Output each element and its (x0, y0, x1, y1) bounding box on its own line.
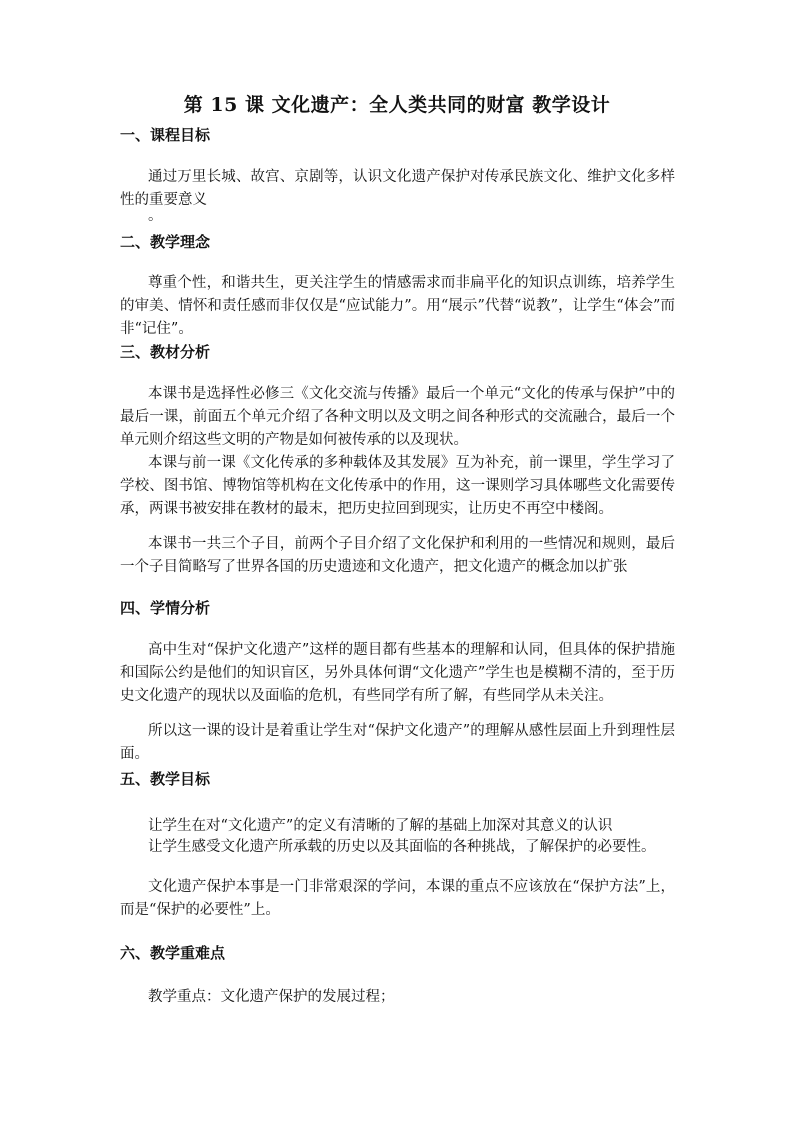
paragraph-student-analysis-2: 所以这一课的设计是着重让学生对“保护文化遗产”的理解从感性层面上升到理性层面。 (120, 723, 675, 762)
paragraph-teaching-objectives-3: 文化遗产保护本事是一门非常艰深的学问，本课的重点不应该放在“保护方法”上，而是“保护的必要性”上。 (120, 879, 675, 918)
section-heading-key-difficulties: 六、教学重难点 (120, 944, 226, 962)
paragraph-teaching-objectives-2: 让学生感受文化遗产所承载的历史以及其面临的各种挑战，了解保护的必要性。 (148, 839, 656, 855)
section-heading-textbook-analysis: 三、教材分析 (120, 343, 211, 361)
paragraph-course-goals: 通过万里长城、故宫、京剧等，认识文化遗产保护对传承民族文化、维护文化多样性的重要意义 (120, 169, 675, 208)
paragraph-textbook-analysis-2: 本课与前一课《文化传承的多种载体及其发展》互为补充，前一课里，学生学习了学校、图书馆、博物馆等机构在文化传承中的作用，这一课则学习具体哪些文化需要传承，两课书被安排在教材的最末，把历史拉回到现实，让历史不再空中楼阁。 (120, 455, 675, 517)
document-title: 第 15 课 文化遗产：全人类共同的财富 教学设计 (183, 94, 611, 116)
paragraph-teaching-philosophy: 尊重个性，和谐共生，更关注学生的情感需求而非扁平化的知识点训练，培养学生的审美、情怀和责任感而非仅仅是“应试能力”。用“展示”代替“说教”，让学生“体会”而非“记住”。 (120, 275, 675, 337)
paragraph-textbook-analysis-1: 本课书是选择性必修三《文化交流与传播》最后一个单元“文化的传承与保护”中的最后一课，前面五个单元介绍了各种文明以及文明之间各种形式的交流融合，最后一个单元则介绍这些文明的产物是如何被传承的以及现状。 (120, 386, 675, 448)
section-heading-teaching-philosophy: 二、教学理念 (120, 233, 211, 251)
paragraph-course-goals-period: 。 (148, 208, 163, 224)
paragraph-key-difficulties-1: 教学重点：文化遗产保护的发展过程； (148, 989, 395, 1005)
section-heading-teaching-objectives: 五、教学目标 (120, 770, 211, 788)
paragraph-teaching-objectives-1: 让学生在对“文化遗产”的定义有清晰的了解的基础上加深对其意义的认识 (148, 818, 613, 834)
paragraph-student-analysis-1: 高中生对“保护文化遗产”这样的题目都有些基本的理解和认同，但具体的保护措施和国际公约是他们的知识盲区，另外具体何谓“文化遗产”学生也是模糊不清的，至于历史文化遗产的现状以及面临的危机，有些同学有所了解，有些同学从未关注。 (120, 642, 675, 704)
paragraph-textbook-analysis-3: 本课书一共三个子目，前两个子目介绍了文化保护和利用的一些情况和规则，最后一个子目简略写了世界各国的历史遗迹和文化遗产，把文化遗产的概念加以扩张 (120, 536, 675, 575)
section-heading-course-goals: 一、课程目标 (120, 126, 211, 144)
section-heading-student-analysis: 四、学情分析 (120, 599, 211, 617)
